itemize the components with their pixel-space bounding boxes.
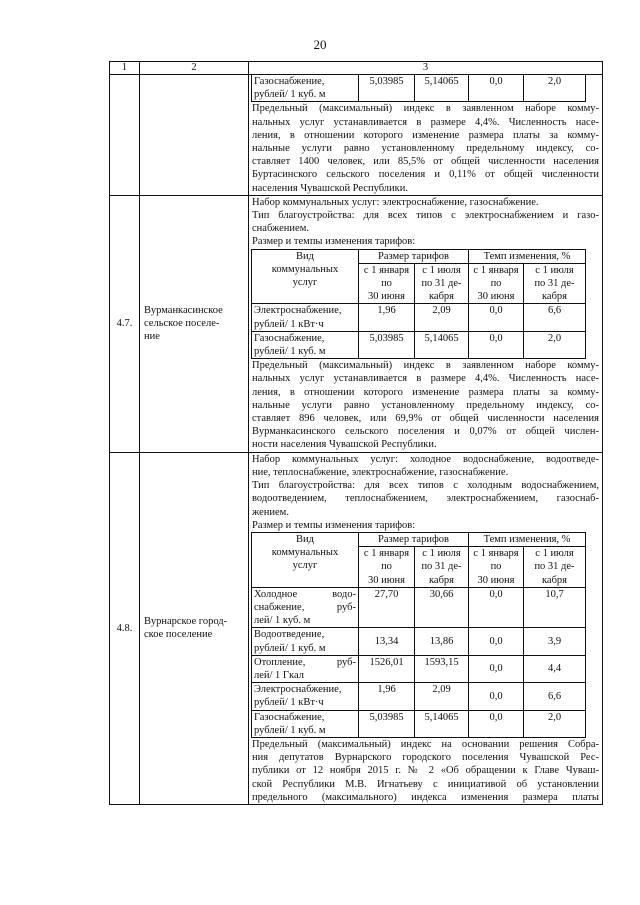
text-line: населения Чувашской Республики. bbox=[252, 182, 408, 194]
rate-value: 3,9 bbox=[524, 628, 586, 655]
tariff-value: 5,03985 bbox=[359, 331, 415, 358]
header-type: услуг bbox=[292, 560, 318, 572]
page-number: 20 bbox=[313, 37, 327, 52]
rate-value: 4,4 bbox=[524, 655, 586, 682]
services-set: ние, теплоснабжение, электроснабжение, газоснабжение. bbox=[252, 466, 509, 478]
text-line: нальных услуг устанавливается в размере 4,4%. Численность насе- bbox=[252, 116, 599, 128]
rate-value: 0,0 bbox=[469, 710, 524, 737]
tariff-row bbox=[252, 710, 586, 737]
period-label: 30 июня bbox=[477, 291, 515, 303]
settlement-name-line: Вурманкасинское bbox=[144, 304, 223, 316]
rate-value: 0,0 bbox=[469, 304, 524, 331]
period-label: с 1 июля bbox=[422, 548, 461, 560]
tariff-value: 5,14065 bbox=[415, 75, 469, 102]
tariff-value: 5,03985 bbox=[359, 75, 415, 102]
period-label: по 31 де- bbox=[421, 278, 462, 290]
col-header-1: 1 bbox=[110, 62, 140, 75]
tariff-subtable bbox=[251, 249, 586, 360]
period-label: кабря bbox=[541, 574, 568, 586]
tariff-value: 5,03985 bbox=[359, 710, 415, 737]
tariff-subtable bbox=[251, 532, 586, 738]
header-size: Размер тарифов bbox=[359, 249, 469, 263]
header-type: Вид bbox=[296, 250, 314, 262]
text-line: ности населения Чувашской Республики. bbox=[252, 439, 437, 451]
header-size: Размер тарифов bbox=[359, 532, 469, 546]
service-label: Газоснабжение, bbox=[254, 76, 325, 87]
service-label: Водоотведение, bbox=[254, 629, 325, 641]
col-header-3: 3 bbox=[249, 62, 603, 75]
header-type: услуг bbox=[292, 277, 318, 289]
table-row-continuation bbox=[110, 75, 603, 196]
tariff-value: 2,09 bbox=[415, 304, 469, 331]
tariff-subtable bbox=[251, 75, 586, 102]
text-line: Предельный (максимальный) индекс в заявленном наборе комму- bbox=[252, 360, 599, 372]
header-type: коммунальных bbox=[271, 547, 339, 559]
tariff-value: 27,70 bbox=[359, 587, 415, 628]
header-type: коммунальных bbox=[271, 263, 339, 275]
text-line: ставляет 1400 человек, или 85,5% от общей численности населения bbox=[252, 156, 599, 168]
rate-value: 6,6 bbox=[524, 304, 586, 331]
index-paragraph bbox=[249, 102, 602, 194]
text-line: нальные услуги равно установленному предельному индексу, со- bbox=[252, 143, 599, 155]
subtable-header bbox=[252, 249, 586, 263]
settlement-name-line: ние bbox=[144, 331, 160, 343]
tariff-value: 5,14065 bbox=[415, 710, 469, 737]
text-line: ления, в отношении которого изменение размера платы за комму- bbox=[252, 386, 599, 398]
subtable-header bbox=[252, 532, 586, 546]
rate-value: 0,0 bbox=[469, 655, 524, 682]
tariff-row bbox=[252, 304, 586, 331]
row-number: 4.8. bbox=[110, 452, 140, 804]
column-header-row bbox=[110, 62, 603, 75]
index-paragraph bbox=[249, 359, 602, 451]
tariff-value: 2,09 bbox=[415, 683, 469, 710]
period-label: по 31 де- bbox=[534, 561, 575, 573]
rate-value: 0,0 bbox=[469, 331, 524, 358]
tariff-value: 1,96 bbox=[359, 683, 415, 710]
service-unit: рублей/ 1 куб. м bbox=[254, 346, 326, 358]
tariffs-title: Размер и темпы изменения тарифов: bbox=[252, 519, 416, 531]
service-unit: рублей/ 1 кВт·ч bbox=[254, 697, 324, 709]
tariff-row bbox=[252, 75, 586, 102]
period-label: кабря bbox=[541, 291, 568, 303]
period-label: с 1 января bbox=[363, 548, 410, 560]
tariff-row bbox=[252, 628, 586, 655]
tariff-value: 13,34 bbox=[359, 628, 415, 655]
text-line: ской Республики М.В. Игнатьеву с инициативой об установлении bbox=[252, 778, 599, 790]
period-label: по bbox=[381, 278, 392, 290]
tariff-value: 1,96 bbox=[359, 304, 415, 331]
tariff-value: 5,14065 bbox=[415, 331, 469, 358]
service-label: Электроснабжение, bbox=[254, 684, 342, 696]
text-line: предельного (максимального) индекса изменения размера платы bbox=[252, 791, 599, 803]
rate-value: 2,0 bbox=[524, 75, 586, 102]
service-unit: рублей/ 1 куб. м bbox=[254, 89, 326, 101]
table-row-4-7 bbox=[110, 195, 603, 452]
settlement-name-line: ское поселение bbox=[144, 629, 213, 641]
text-line: Предельный (максимальный) индекс на основании решения Собра- bbox=[252, 738, 599, 750]
text-line: нальных услуг устанавливается в размере 4,4%. Численность насе- bbox=[252, 373, 599, 385]
tariff-value: 13,86 bbox=[415, 628, 469, 655]
tariffs-title: Размер и темпы изменения тарифов: bbox=[252, 236, 416, 248]
rate-value: 0,0 bbox=[469, 628, 524, 655]
period-label: с 1 июля bbox=[422, 264, 461, 276]
services-set: Набор коммунальных услуг: холодное водоснабжение, водоотведе- bbox=[252, 453, 599, 465]
text-line: публики от 12 ноября 2015 г. № 2 «Об обращении к Главе Чуваш- bbox=[252, 765, 599, 777]
amenity-type: водоотведением, теплоснабжением, электроснабжением, газоснаб- bbox=[252, 493, 599, 505]
text-line: нальные услуги равно установленному предельному индексу, со- bbox=[252, 399, 599, 411]
service-unit: рублей/ 1 кВт·ч bbox=[254, 318, 324, 330]
period-label: по 31 де- bbox=[421, 561, 462, 573]
rate-value: 0,0 bbox=[469, 683, 524, 710]
period-label: с 1 июля bbox=[535, 548, 574, 560]
text-line: Вурманкасинского сельского поселения и 0,07% от общей числен- bbox=[252, 426, 599, 438]
service-label: Газоснабжение, bbox=[254, 711, 325, 723]
period-label: 30 июня bbox=[367, 574, 406, 586]
period-label: по 31 де- bbox=[534, 278, 575, 290]
amenity-type: жением. bbox=[252, 506, 289, 518]
header-type: Вид bbox=[296, 533, 314, 545]
text-line: ления, в отношении которого изменение размера платы за комму- bbox=[252, 129, 599, 141]
table-row-4-8 bbox=[110, 452, 603, 804]
tariff-row bbox=[252, 683, 586, 710]
service-unit: лей/ 1 Гкал bbox=[254, 669, 304, 681]
amenity-type: снабжением. bbox=[252, 223, 309, 235]
row-number: 4.7. bbox=[110, 195, 140, 452]
settlement-name-line: сельское поселе- bbox=[144, 318, 220, 330]
period-label: 30 июня bbox=[367, 291, 406, 303]
tariff-value: 30,66 bbox=[415, 587, 469, 628]
period-label: по bbox=[381, 561, 392, 573]
tariff-row bbox=[252, 655, 586, 682]
tariff-value: 1593,15 bbox=[415, 655, 469, 682]
amenity-type: Тип благоустройства: для всех типов с электроснабжением и газо- bbox=[252, 210, 599, 222]
tariff-table bbox=[109, 61, 603, 805]
service-unit: рублей/ 1 куб. м bbox=[254, 724, 326, 736]
period-label: кабря bbox=[428, 574, 455, 586]
service-label: снабжение, руб- bbox=[254, 601, 356, 613]
rate-value: 0,0 bbox=[469, 75, 524, 102]
period-label: с 1 июля bbox=[535, 264, 574, 276]
period-label: по bbox=[490, 561, 502, 573]
services-set: Набор коммунальных услуг: электроснабжение, газоснабжение. bbox=[252, 196, 539, 208]
settlement-name bbox=[140, 195, 249, 452]
rate-value: 2,0 bbox=[524, 331, 586, 358]
tariff-row bbox=[252, 331, 586, 358]
rate-value: 0,0 bbox=[469, 587, 524, 628]
period-label: с 1 января bbox=[363, 264, 410, 276]
period-label: по bbox=[490, 278, 502, 290]
service-label: Электроснабжение, bbox=[254, 305, 342, 317]
period-label: 30 июня bbox=[477, 574, 515, 586]
text-line: ставляет 896 человек, или 69,9% от общей численности населения bbox=[252, 413, 599, 425]
service-label: Отопление, руб- bbox=[254, 656, 356, 668]
period-label: с 1 января bbox=[473, 548, 519, 560]
text-line: Буртасинского сельского поселения и 0,11% от общей численности bbox=[252, 169, 599, 181]
index-paragraph bbox=[249, 738, 602, 804]
tariff-row bbox=[252, 587, 586, 628]
settlement-name-line: Вурнарское город- bbox=[144, 616, 228, 628]
service-unit: лей/ 1 куб. м bbox=[254, 615, 311, 627]
service-unit: рублей/ 1 куб. м bbox=[254, 642, 326, 654]
service-label: Холодное водо- bbox=[254, 588, 356, 600]
amenity-type: Тип благоустройства: для всех типов с холодным водоснабжением, bbox=[252, 480, 599, 492]
rate-value: 10,7 bbox=[524, 587, 586, 628]
tariff-value: 1526,01 bbox=[359, 655, 415, 682]
rate-value: 6,6 bbox=[524, 683, 586, 710]
header-rate: Темп изменения, % bbox=[469, 532, 586, 546]
header-rate: Темп изменения, % bbox=[469, 249, 586, 263]
col-header-2: 2 bbox=[140, 62, 249, 75]
period-label: кабря bbox=[428, 291, 455, 303]
text-line: Предельный (максимальный) индекс в заявленном наборе комму- bbox=[252, 103, 599, 115]
period-label: с 1 января bbox=[473, 264, 519, 276]
text-line: ния депутатов Вурнарского городского поселения Чувашской Рес- bbox=[252, 752, 599, 764]
service-label: Газоснабжение, bbox=[254, 332, 325, 344]
settlement-name bbox=[140, 452, 249, 804]
rate-value: 2,0 bbox=[524, 710, 586, 737]
